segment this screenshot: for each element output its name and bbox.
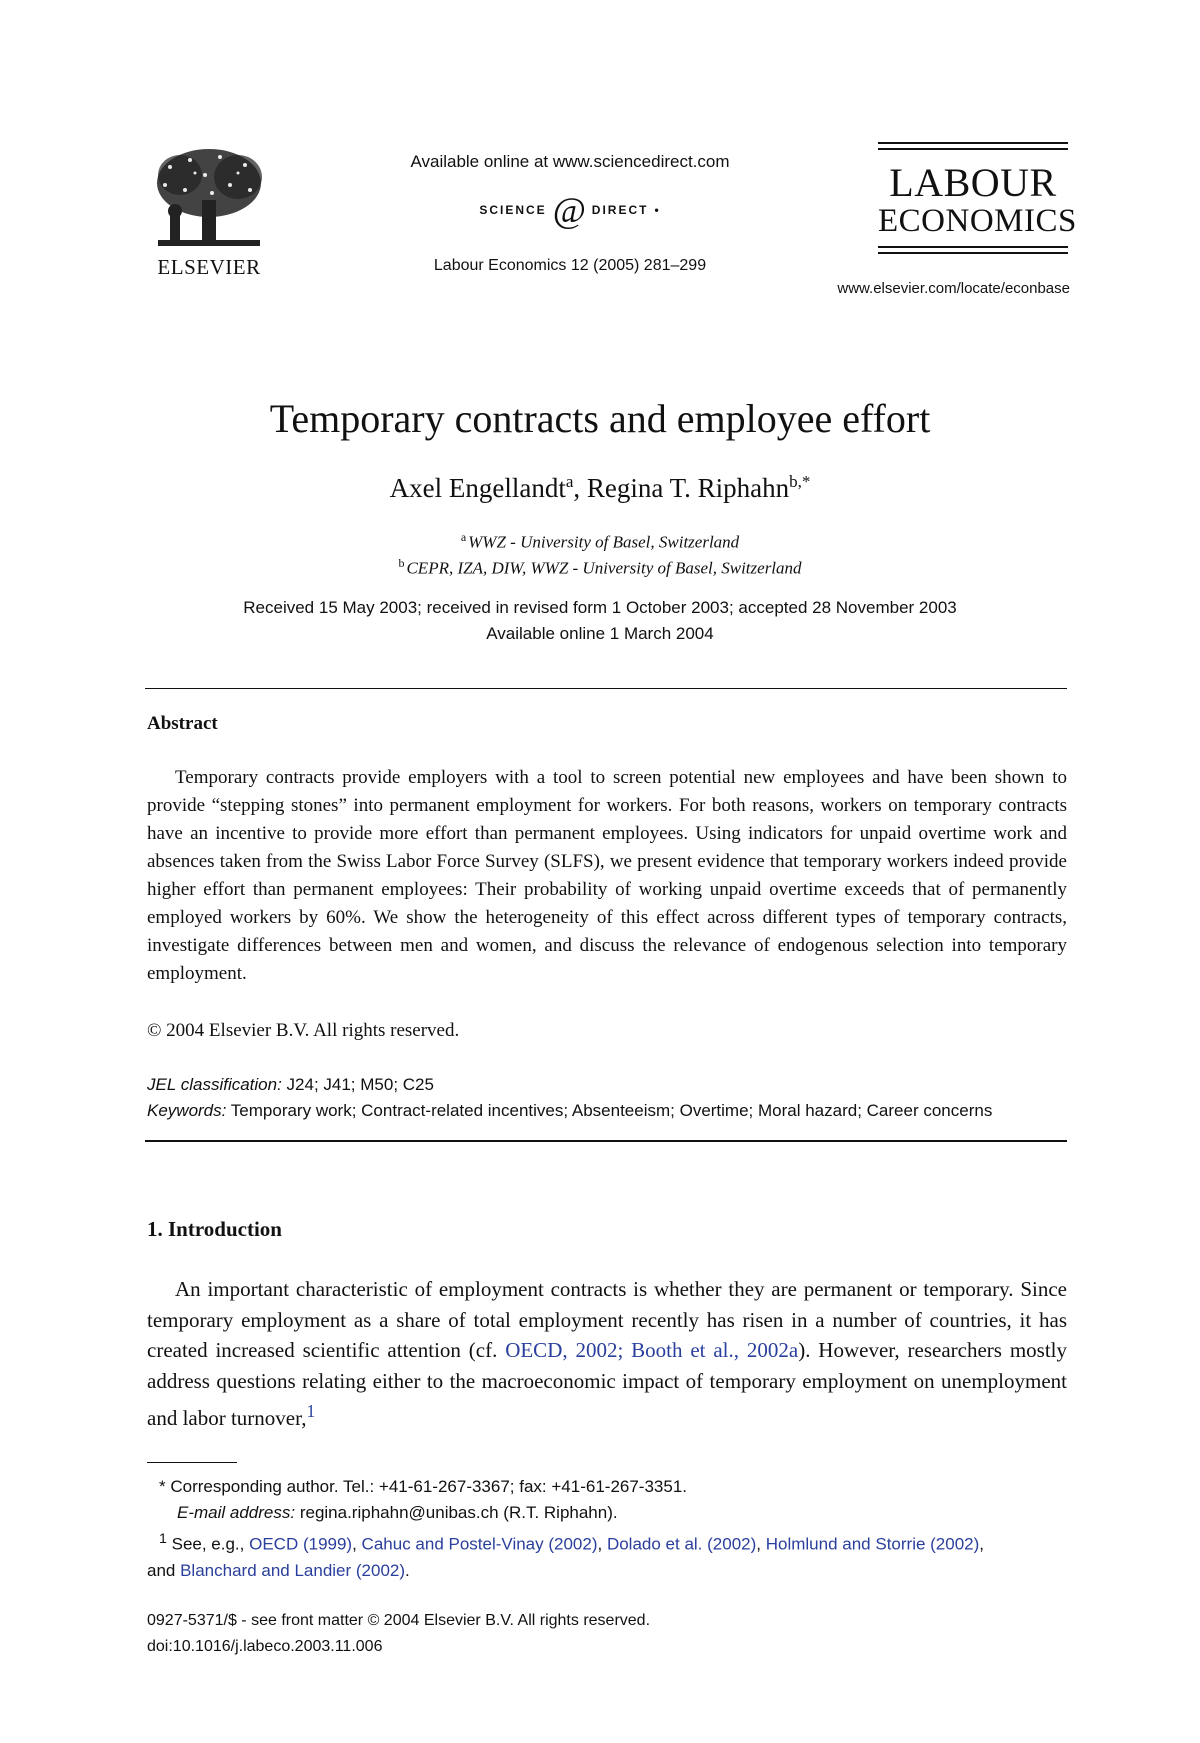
issn-line: 0927-5371/$ - see front matter © 2004 Elsevier B.V. All rights reserved. — [147, 1612, 651, 1629]
cite-dolado[interactable]: Dolado et al. (2002) — [606, 1534, 757, 1554]
sciencedirect-at-icon: @ — [552, 190, 586, 230]
footnote-corresponding-text: Corresponding author. Tel.: +41-61-267-3367; fax: +41-61-267-3351. — [165, 1477, 688, 1496]
keywords — [147, 1101, 992, 1121]
jel-value: J24; J41; M50; C25 — [281, 1075, 434, 1094]
divider-bottom — [145, 1140, 1067, 1142]
abstract-text: Temporary contracts provide employers with a tool to screen potential new employees and have been shown to provide “stepping stones” into permanent employment for workers. For both reasons, workers on temporary contracts have an incentive to provide more effort than permanent employees. Using indicators for unpaid overtime work and absences taken from the Swiss Labor Force Survey (SLFS), we present evidence that temporary workers indeed provide higher effort than permanent employees: Their probability of working unpaid overtime exceeds that of permanently employed workers by 60%. We show the heterogeneity of this effect across different types of temporary contracts, investigate differences between men and women, and discuss the relevance of endogenous selection into temporary employment. — [147, 767, 1067, 984]
intro-text-part2: ). However, researchers mostly address questions relating either to the macroeconomic impact of temporary employment on unemployment and labor turnover, — [147, 1338, 1067, 1430]
journal-title-line2: ECONOMICS — [878, 203, 1077, 239]
journal-title-box — [878, 142, 1077, 258]
journal-title-line1: LABOUR — [889, 160, 1057, 205]
sciencedirect-right: DIRECT — [591, 203, 649, 217]
email-label: E-mail address: — [177, 1503, 296, 1522]
author-1: Axel Engellandt — [389, 473, 566, 503]
sciencedirect-logo — [450, 188, 690, 232]
authors — [0, 472, 1200, 504]
footnote-1-sep: , — [597, 1534, 607, 1554]
footnote-rule — [147, 1462, 237, 1463]
cite-oecd-1999[interactable]: OECD (1999) — [249, 1534, 353, 1554]
doi-line[interactable]: doi:10.1016/j.labeco.2003.11.006 — [147, 1638, 383, 1655]
footnote-1-pre: See, e.g., — [171, 1534, 250, 1554]
cite-blanchard[interactable]: Blanchard and Landier (2002) — [180, 1560, 406, 1580]
footnote-1-and: and — [147, 1560, 181, 1580]
affiliation-b-text: CEPR, IZA, DIW, WWZ - University of Basel, Switzerland — [406, 558, 802, 578]
cite-holmlund[interactable]: Holmlund and Storrie (2002) — [765, 1534, 980, 1554]
author-separator: , — [573, 473, 587, 503]
abstract-heading: Abstract — [147, 713, 218, 734]
affiliation-b — [0, 556, 1200, 579]
author-2: Regina T. Riphahn — [586, 473, 790, 503]
intro-heading: 1. Introduction — [147, 1217, 282, 1241]
affiliation-a-sup: a — [460, 530, 467, 544]
intro-text-part1: An important characteristic of employment contracts is whether they are permanent or temporary. Since temporary employment as a share of total employment recently has risen in a number of countries, it has created increased scientific attention (cf. — [147, 1277, 1067, 1362]
footnote-1-sep: , — [352, 1534, 362, 1554]
jel-label: JEL classification: — [147, 1075, 282, 1094]
footnote-1 — [147, 1526, 1067, 1584]
keywords-value: Temporary work; Contract-related incentives; Absenteeism; Overtime; Moral hazard; Career concerns — [226, 1101, 993, 1120]
email-value[interactable]: regina.riphahn@unibas.ch (R.T. Riphahn). — [295, 1503, 618, 1522]
footnote-email — [147, 1500, 1097, 1526]
footnote-1-ref[interactable]: 1 — [306, 1401, 316, 1421]
journal-title — [878, 160, 1077, 240]
paper-title: Temporary contracts and employee effort — [269, 396, 931, 441]
author-2-sup: b,* — [789, 472, 811, 491]
keywords-label: Keywords: — [147, 1101, 227, 1120]
footnote-1-end: . — [405, 1560, 410, 1580]
footnote-corresponding-mark: * — [159, 1477, 166, 1496]
cite-cahuc[interactable]: Cahuc and Postel-Vinay (2002) — [361, 1534, 598, 1554]
footnote-1-sep: , — [756, 1534, 766, 1554]
publisher-name: ELSEVIER — [157, 255, 261, 279]
received-dates: Received 15 May 2003; received in revised form 1 October 2003; accepted 28 November 2003 — [243, 598, 957, 617]
elsevier-logo — [150, 145, 268, 280]
cite-oecd-booth[interactable]: OECD, 2002; Booth et al., 2002a — [505, 1338, 799, 1362]
available-date: Available online 1 March 2004 — [486, 624, 714, 643]
footnote-1-sep: , — [979, 1534, 985, 1554]
footnote-1-mark: 1 — [159, 1531, 167, 1547]
author-1-sup: a — [565, 472, 574, 491]
intro-text — [147, 1274, 1067, 1434]
divider-top — [145, 688, 1067, 689]
journal-url[interactable]: www.elsevier.com/locate/econbase — [837, 280, 1070, 297]
available-online-text: Available online at www.sciencedirect.com — [410, 152, 730, 171]
affiliation-a — [0, 530, 1200, 553]
affiliation-a-text: WWZ - University of Basel, Switzerland — [468, 532, 740, 552]
affiliation-b-sup: b — [398, 556, 405, 570]
abstract-copyright: © 2004 Elsevier B.V. All rights reserved. — [147, 1020, 460, 1041]
elsevier-tree-icon — [150, 145, 268, 253]
footnote-corresponding — [147, 1474, 1067, 1500]
sciencedirect-mark: • — [654, 203, 661, 217]
sciencedirect-left: SCIENCE — [479, 203, 547, 217]
journal-reference: Labour Economics 12 (2005) 281–299 — [433, 257, 707, 274]
jel-classification — [147, 1075, 434, 1095]
